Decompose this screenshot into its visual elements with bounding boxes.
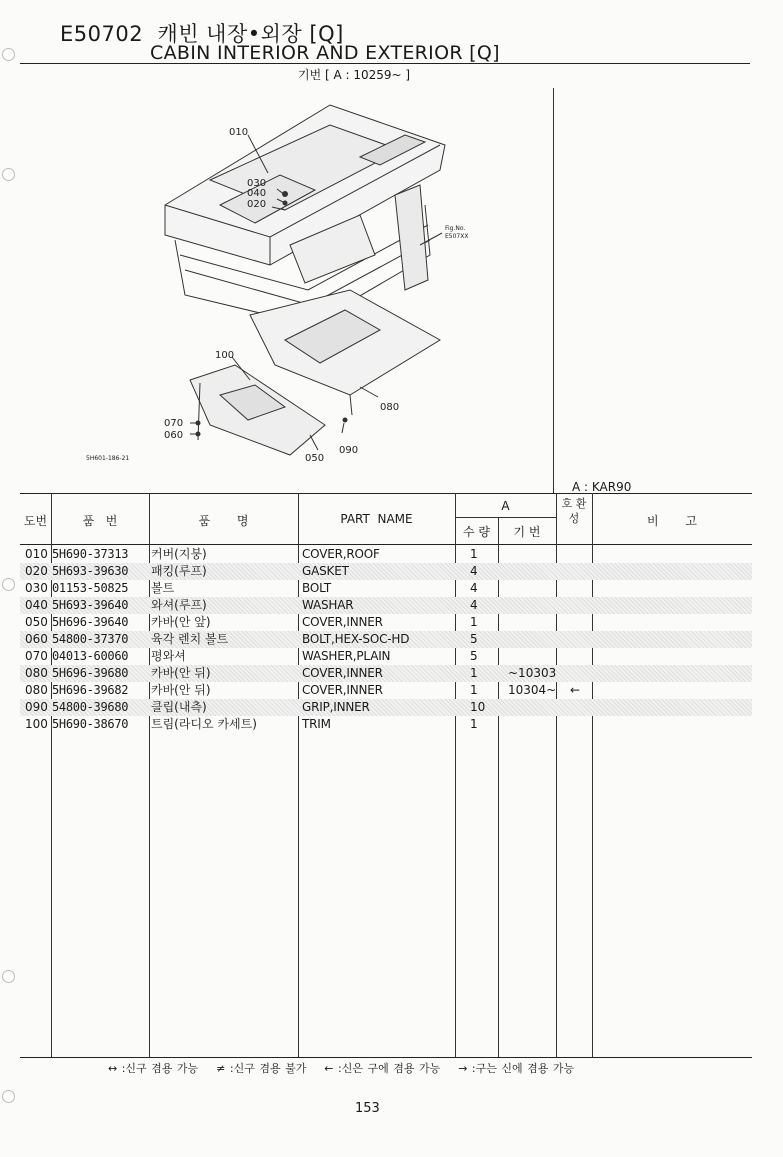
row-serial: 10304~ [508, 683, 557, 697]
callout-010: 010 [229, 127, 249, 138]
header-serial: 기 번 [513, 525, 541, 539]
header-group-a: A [501, 499, 510, 513]
table-row [20, 699, 752, 716]
table-row [20, 597, 752, 614]
row-part-number: 54800-37370 [52, 632, 129, 646]
row-part-number: 5H693-39640 [52, 598, 129, 612]
row-name-korean: 평와셔 [151, 649, 186, 663]
row-ref-no: 060 [25, 632, 48, 646]
row-quantity: 10 [470, 700, 486, 714]
section-code: E50702 캐빈 내장•외장 [Q] [60, 22, 344, 46]
serial-range: 기번 [ A : 10259~ ] [298, 68, 411, 82]
table-row [20, 546, 752, 563]
interchange-legend: ↔ :신구 겸용 가능 ≠ :신구 겸용 불가 ← :신은 구에 겸용 가능 → :구는 신에 겸용 가능 [108, 1062, 575, 1075]
row-name-korean: 와셔(루프) [151, 598, 207, 612]
row-ref-no: 020 [25, 564, 48, 578]
row-quantity: 1 [470, 547, 478, 561]
row-part-name: TRIM [302, 717, 331, 731]
row-interchange: ← [570, 683, 581, 697]
row-quantity: 4 [470, 598, 478, 612]
page-number: 153 [355, 1101, 380, 1116]
row-part-number: 5H690-38670 [52, 717, 129, 731]
row-serial: ~10303 [508, 666, 557, 680]
row-quantity: 5 [470, 649, 478, 663]
row-name-korean: 카바(안 뒤) [151, 683, 211, 697]
row-part-number: 01153-50825 [52, 581, 129, 595]
table-sub-rule [455, 517, 556, 518]
row-quantity: 1 [470, 717, 478, 731]
row-part-name: WASHAR [302, 598, 354, 612]
row-ref-no: 080 [25, 666, 48, 680]
row-ref-no: 070 [25, 649, 48, 663]
header-part-name: PART NAME [340, 512, 413, 526]
row-name-korean: 볼트 [151, 581, 175, 595]
header-qty: 수 량 [463, 525, 490, 539]
row-part-number: 5H693-39630 [52, 564, 129, 578]
callout-050: 050 [305, 453, 325, 464]
row-part-name: COVER,ROOF [302, 547, 380, 561]
row-part-number: 5H690-37313 [52, 547, 129, 561]
row-name-korean: 클립(내측) [151, 700, 207, 714]
header-name-kr: 품 명 [198, 514, 249, 528]
row-part-name: BOLT [302, 581, 332, 595]
callout-060: 060 [164, 430, 184, 441]
binder-hole [2, 48, 15, 61]
binder-hole [2, 970, 15, 983]
fig-no-label: Fig.No. [445, 225, 466, 232]
title-rule [20, 63, 750, 64]
header-part-no: 품 번 [82, 514, 118, 528]
title-korean: 캐빈 내장•외장 [Q] [157, 22, 344, 46]
row-ref-no: 100 [25, 717, 48, 731]
table-row [20, 614, 752, 631]
binder-hole [2, 1090, 15, 1103]
row-quantity: 1 [470, 683, 478, 697]
table-header-rule [20, 544, 752, 545]
row-name-korean: 카바(안 앞) [151, 615, 211, 629]
row-quantity: 5 [470, 632, 478, 646]
row-name-korean: 트림(라디오 카세트) [151, 717, 257, 731]
row-quantity: 4 [470, 581, 478, 595]
exploded-parts-diagram [60, 95, 490, 465]
table-row [20, 648, 752, 665]
row-name-korean: 카바(안 뒤) [151, 666, 211, 680]
row-part-name: COVER,INNER [302, 666, 383, 680]
table-bottom-rule [20, 1057, 752, 1058]
row-part-name: WASHER,PLAIN [302, 649, 391, 663]
row-part-number: 5H696-39682 [52, 683, 129, 697]
table-row [20, 716, 752, 733]
row-ref-no: 010 [25, 547, 48, 561]
table-row [20, 682, 752, 699]
row-part-name: COVER,INNER [302, 683, 383, 697]
row-ref-no: 040 [25, 598, 48, 612]
figure-divider [553, 88, 554, 494]
row-ref-no: 080 [25, 683, 48, 697]
row-part-number: 5H696-39680 [52, 666, 129, 680]
callout-020: 020 [247, 199, 267, 210]
binder-hole [2, 578, 15, 591]
row-ref-no: 030 [25, 581, 48, 595]
row-name-korean: 커버(지붕) [151, 547, 207, 561]
callout-100: 100 [215, 350, 235, 361]
row-name-korean: 육각 렌치 볼트 [151, 632, 229, 646]
callout-070: 070 [164, 418, 184, 429]
model-spec: A : KAR90 [572, 480, 632, 494]
row-quantity: 1 [470, 615, 478, 629]
row-part-name: BOLT,HEX-SOC-HD [302, 632, 410, 646]
header-interchange: 호 환 성 [561, 497, 587, 525]
row-part-number: 5H696-39640 [52, 615, 129, 629]
row-quantity: 1 [470, 666, 478, 680]
table-row [20, 563, 752, 580]
table-row [20, 631, 752, 648]
table-row [20, 665, 752, 682]
title-english: CABIN INTERIOR AND EXTERIOR [Q] [150, 42, 500, 64]
row-part-name: GASKET [302, 564, 349, 578]
callout-080: 080 [380, 402, 400, 413]
table-row [20, 580, 752, 597]
row-name-korean: 패킹(루프) [151, 564, 207, 578]
figure-code: 5H601-186-21 [86, 455, 130, 462]
callout-040: 040 [247, 188, 267, 199]
header-remarks: 비 고 [647, 514, 697, 528]
row-ref-no: 050 [25, 615, 48, 629]
row-quantity: 4 [470, 564, 478, 578]
row-part-number: 04013-60060 [52, 649, 129, 663]
fig-no: E507XX [445, 233, 469, 240]
header-no: 도번 [23, 514, 48, 528]
callout-090: 090 [339, 445, 359, 456]
row-ref-no: 090 [25, 700, 48, 714]
row-part-name: GRIP,INNER [302, 700, 370, 714]
callout-030: 030 [247, 178, 267, 189]
table-top-rule [20, 493, 752, 494]
row-part-number: 54800-39680 [52, 700, 129, 714]
binder-hole [2, 168, 15, 181]
row-part-name: COVER,INNER [302, 615, 383, 629]
